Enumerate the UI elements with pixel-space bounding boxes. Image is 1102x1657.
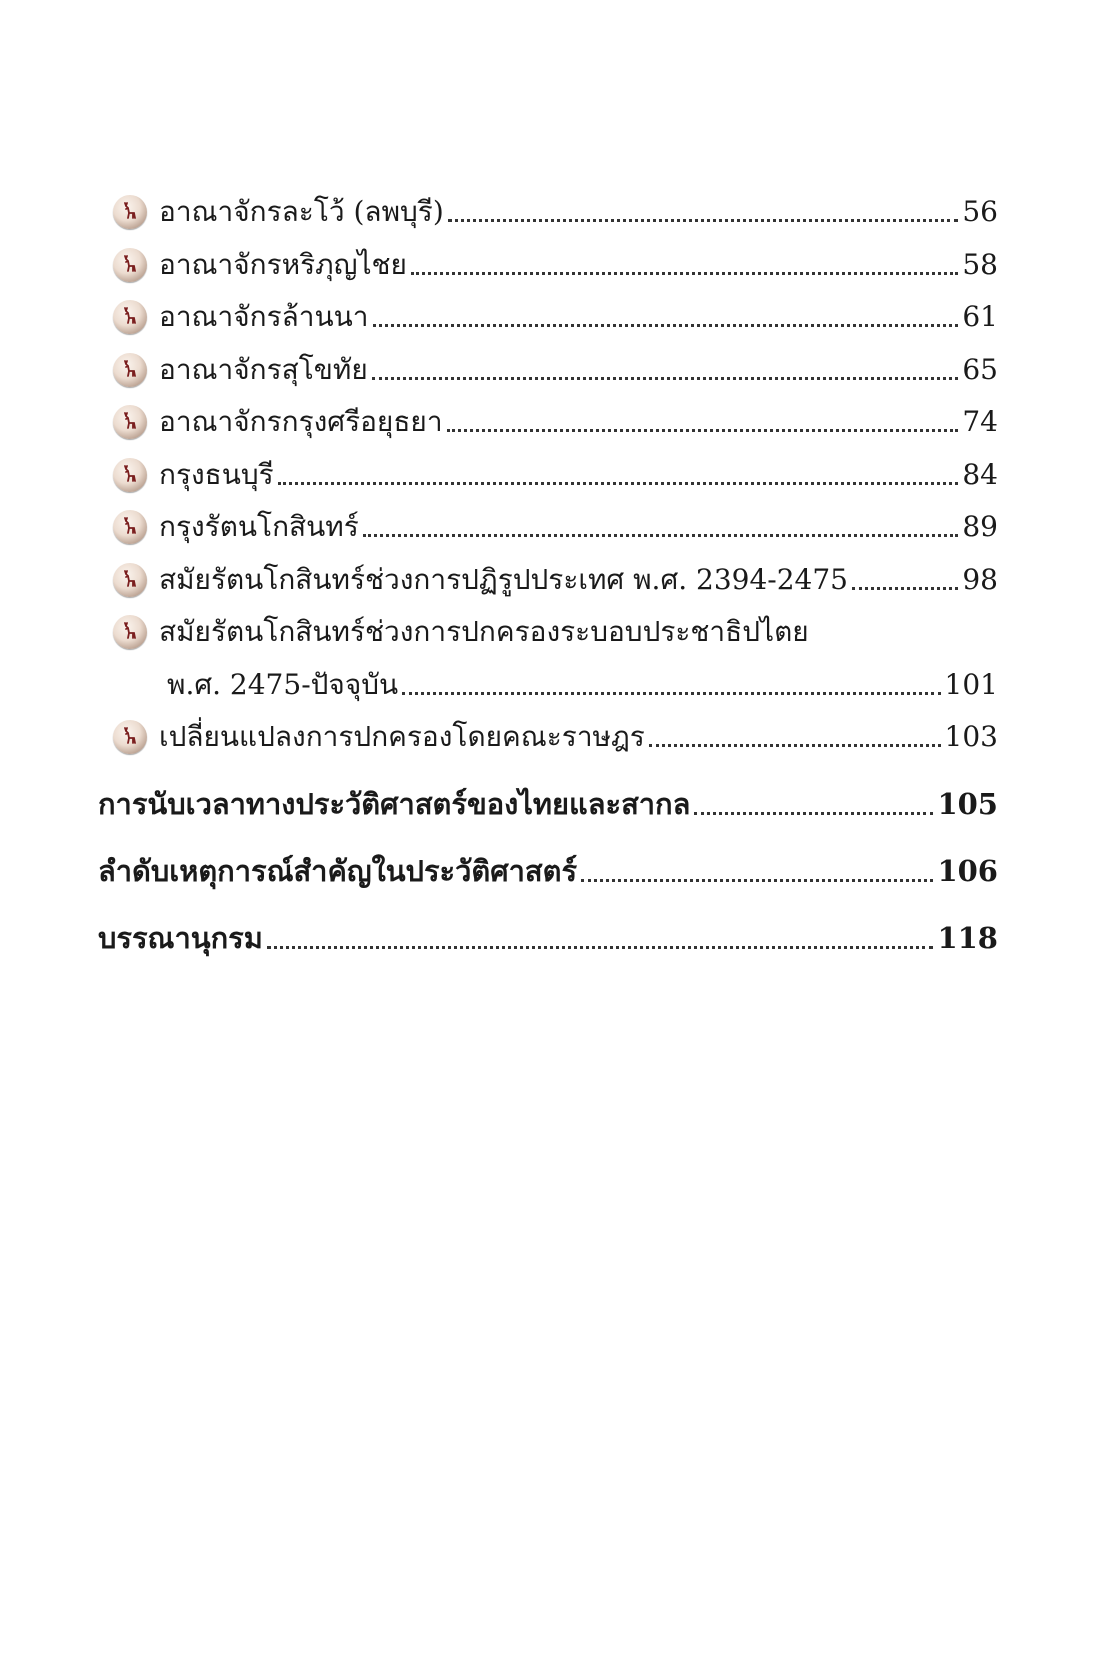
deer-medallion-icon (113, 300, 147, 334)
toc-entry[interactable] (113, 241, 998, 285)
toc-entry-page: 89 (962, 510, 998, 543)
toc-entry[interactable] (113, 608, 998, 652)
toc-entry[interactable] (113, 556, 998, 600)
toc-entry-page: 74 (962, 405, 998, 438)
toc-entry[interactable] (113, 503, 998, 547)
deer-medallion-icon (113, 458, 147, 492)
toc-entry-title: กรุงรัตนโกสินทร์ (159, 510, 359, 543)
toc-entry-title: อาณาจักรหริภุญไชย (159, 248, 407, 281)
toc-entry-title: สมัยรัตนโกสินทร์ช่วงการปฏิรูปประเทศ พ.ศ. 2394-2475 (159, 563, 848, 596)
dot-leader (373, 323, 959, 327)
dot-leader (694, 811, 933, 815)
dot-leader (267, 945, 934, 949)
toc-entry-page: 103 (944, 720, 998, 753)
toc-entry-title: สมัยรัตนโกสินทร์ช่วงการปกครองระบอบประชาธิปไตย (159, 615, 809, 648)
toc-entry-title: เปลี่ยนแปลงการปกครองโดยคณะราษฎร (159, 720, 645, 753)
toc-main-entry-page: 118 (937, 921, 998, 955)
toc-entry[interactable] (113, 346, 998, 390)
deer-medallion-icon (113, 405, 147, 439)
dot-leader (411, 271, 958, 275)
toc-entry-title: อาณาจักรสุโขทัย (159, 353, 368, 386)
deer-medallion-icon (113, 248, 147, 282)
deer-medallion-icon (113, 615, 147, 649)
dot-leader (363, 533, 959, 537)
toc-entry[interactable] (113, 451, 998, 495)
deer-medallion-icon (113, 510, 147, 544)
dot-leader (278, 481, 959, 485)
toc-main-entry[interactable] (98, 781, 998, 825)
toc-entry-page: 98 (962, 563, 998, 596)
toc-entry-title: กรุงธนบุรี (159, 458, 274, 491)
dot-leader (649, 743, 941, 747)
dot-leader (372, 376, 959, 380)
toc-entry-title: อาณาจักรละโว้ (ลพบุรี) (159, 195, 444, 228)
toc-entry[interactable] (113, 293, 998, 337)
toc-entry[interactable] (113, 188, 998, 232)
toc-entry-page: 84 (962, 458, 998, 491)
toc-main-entry-title: ลำดับเหตุการณ์สำคัญในประวัติศาสตร์ (98, 854, 578, 888)
dot-leader (852, 586, 958, 590)
dot-leader (581, 878, 933, 882)
toc-main-entry-title: การนับเวลาทางประวัติศาสตร์ของไทยและสากล (98, 787, 691, 821)
deer-medallion-icon (113, 195, 147, 229)
toc-entry-title-continuation: พ.ศ. 2475-ปัจจุบัน (167, 668, 399, 701)
toc-entry-page: 101 (944, 668, 998, 701)
toc-entry-page: 61 (962, 300, 998, 333)
toc-entry-title: อาณาจักรล้านนา (159, 300, 369, 333)
toc-entry-page: 65 (962, 353, 998, 386)
toc-main-entry-page: 105 (937, 787, 998, 821)
toc-main-entry[interactable] (98, 915, 998, 959)
deer-medallion-icon (113, 563, 147, 597)
toc-main-entry[interactable] (98, 848, 998, 892)
toc-entry-page: 58 (962, 248, 998, 281)
toc-main-entry-title: บรรณานุกรม (98, 921, 263, 955)
toc-main-entry-page: 106 (937, 854, 998, 888)
dot-leader (447, 428, 959, 432)
toc-entry-title: อาณาจักรกรุงศรีอยุธยา (159, 405, 443, 438)
deer-medallion-icon (113, 720, 147, 754)
toc-entry[interactable] (113, 398, 998, 442)
dot-leader (448, 218, 959, 222)
deer-medallion-icon (113, 353, 147, 387)
toc-entry-continuation[interactable] (167, 661, 998, 705)
toc-entry[interactable] (113, 713, 998, 757)
toc-entry-page: 56 (962, 195, 998, 228)
dot-leader (402, 691, 940, 695)
